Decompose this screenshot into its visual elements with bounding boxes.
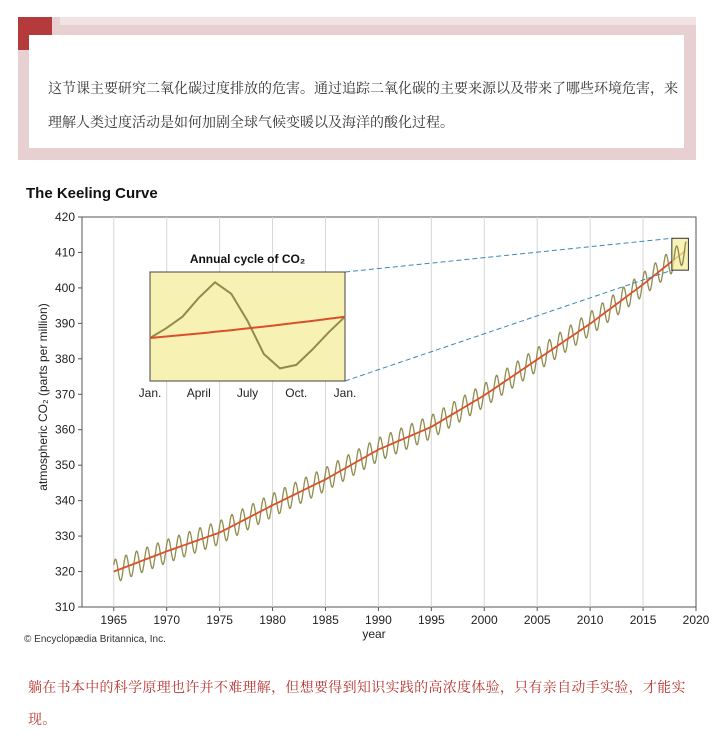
y-axis-label: atmospheric CO₂ (parts per million) xyxy=(36,303,50,491)
x-tick-label: 1990 xyxy=(365,613,392,627)
y-tick-label: 380 xyxy=(54,351,75,366)
y-tick-label: 400 xyxy=(54,280,75,295)
x-tick-label: 2005 xyxy=(523,613,551,627)
x-tick-label: 2010 xyxy=(576,613,604,627)
inset-panel xyxy=(150,272,345,381)
y-tick-label: 350 xyxy=(54,458,75,473)
footer-text: 躺在书本中的科学原理也许并不难理解，但想要得到知识实践的高浓度体验，只有亲自动手实验，才能实现。 xyxy=(28,680,686,728)
inset-x-label: July xyxy=(236,386,259,400)
y-tick-label: 370 xyxy=(54,387,75,402)
inset-title: Annual cycle of CO₂ xyxy=(189,252,306,266)
x-tick-label: 2000 xyxy=(470,613,498,627)
y-tick-label: 330 xyxy=(54,529,75,544)
inset-x-label: Oct. xyxy=(285,386,308,400)
copyright-text: © Encyclopædia Britannica, Inc. xyxy=(24,634,166,645)
inset-x-label: Jan. xyxy=(333,386,357,400)
intro-text: 这节课主要研究二氧化碳过度排放的危害。通过追踪二氧化碳的主要来源以及带来了哪些环境危害，来理解人类过度活动是如何加剧全球气候变暖以及海洋的酸化过程。 xyxy=(48,81,678,131)
inset-x-label: Jan. xyxy=(138,386,162,400)
y-tick-label: 360 xyxy=(54,422,75,437)
x-tick-label: 1985 xyxy=(312,613,339,627)
y-tick-label: 390 xyxy=(54,316,75,331)
x-tick-label: 1975 xyxy=(206,613,233,627)
x-tick-label: 1970 xyxy=(153,613,181,627)
y-tick-label: 420 xyxy=(54,210,75,224)
x-tick-label: 2015 xyxy=(629,613,657,627)
y-tick-label: 340 xyxy=(54,493,75,508)
y-tick-label: 310 xyxy=(54,600,75,614)
x-tick-label: 1980 xyxy=(259,613,286,627)
x-tick-label: 1995 xyxy=(417,613,445,627)
x-tick-label: 2020 xyxy=(682,613,710,627)
chart-title: The Keeling Curve xyxy=(26,185,158,202)
x-axis-label: year xyxy=(362,627,386,641)
y-tick-label: 410 xyxy=(54,245,75,260)
inset-x-label: April xyxy=(186,386,211,400)
x-tick-label: 1965 xyxy=(100,613,128,627)
y-tick-label: 320 xyxy=(54,564,75,579)
